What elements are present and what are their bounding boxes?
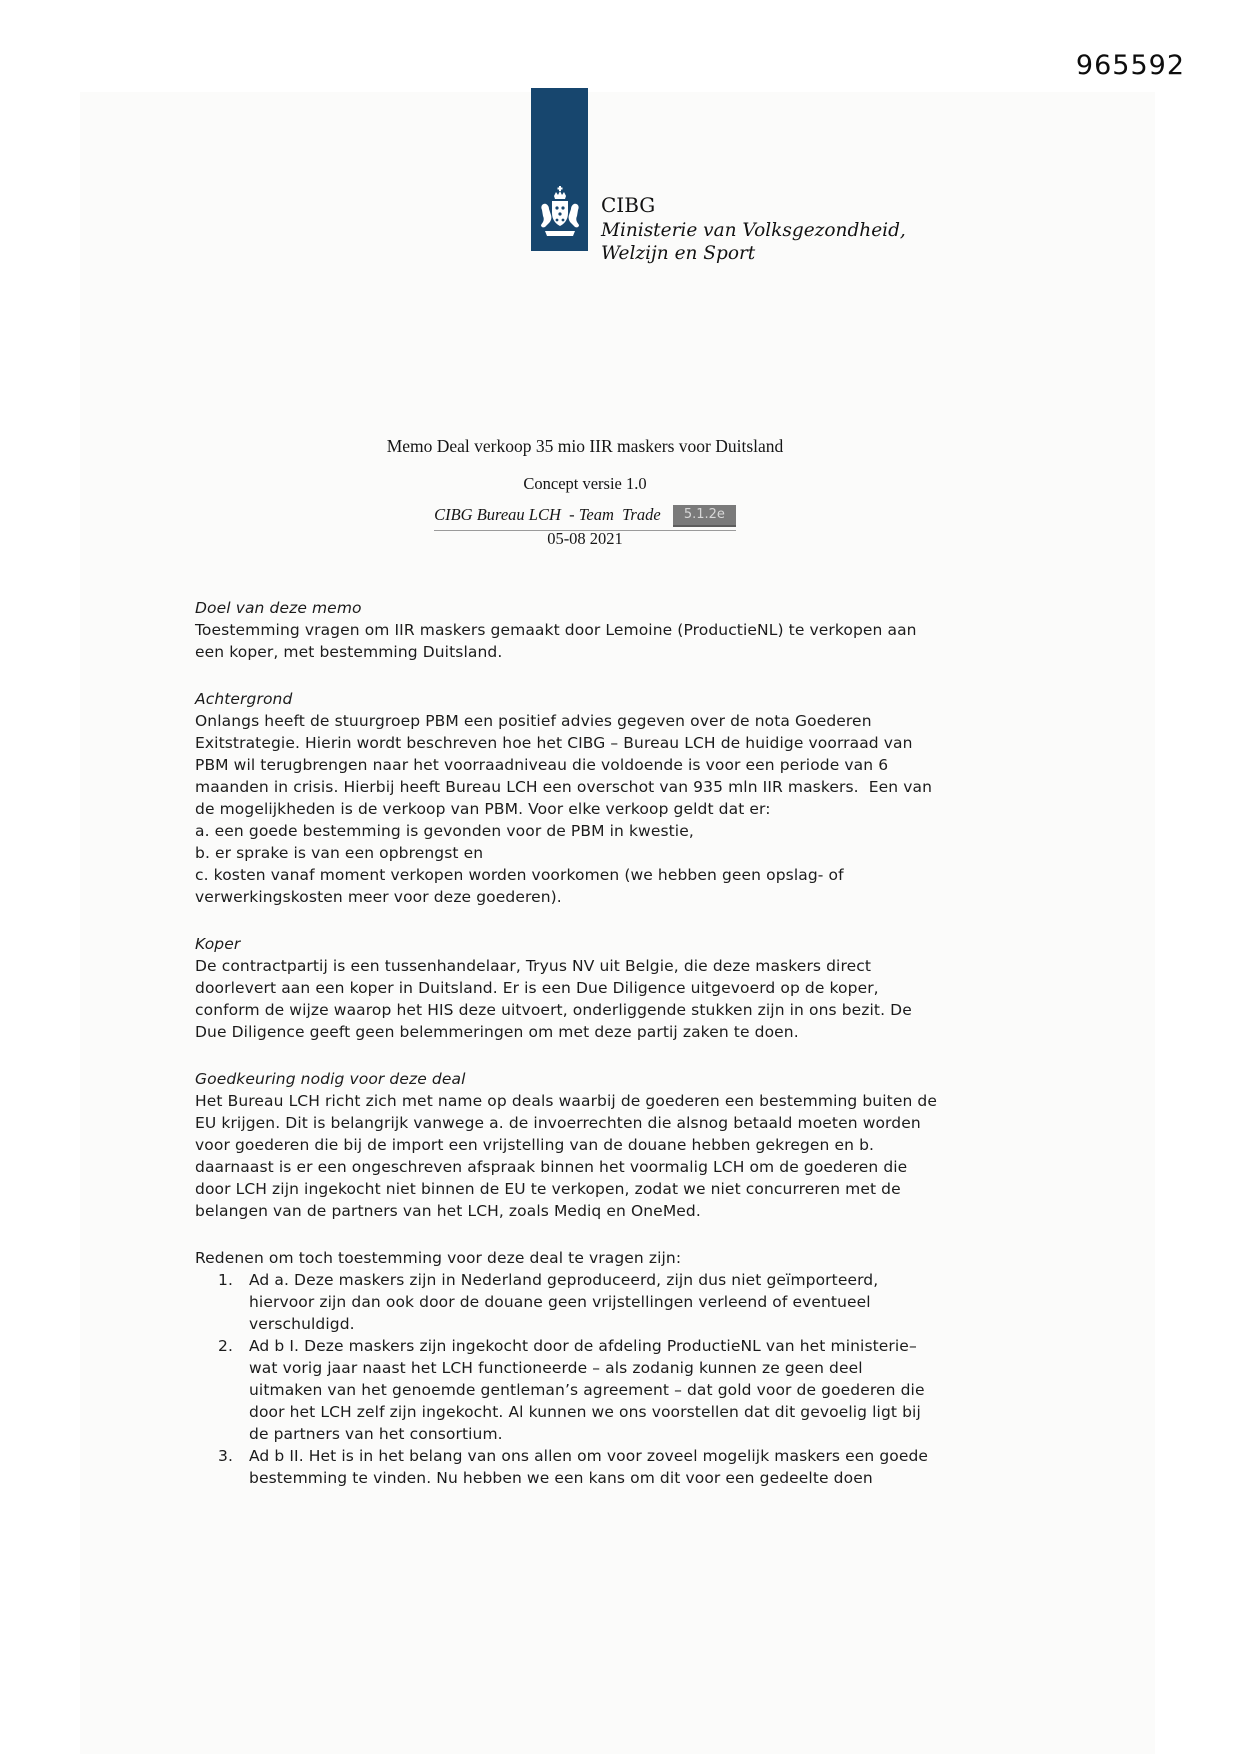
date-line: 05-08 2021 bbox=[547, 529, 623, 548]
org-name: CIBG bbox=[601, 193, 656, 217]
section-heading: Doel van deze memo bbox=[195, 599, 362, 617]
team-name: CIBG Bureau LCH - Team Trade bbox=[434, 505, 661, 524]
paragraph: Onlangs heeft de stuurgroep PBM een positief advies gegeven over de nota Goederen Exitstrategie. Hierin wordt beschreven hoe het CIBG – Bureau LCH de huidige voorraad van PBM wil terugbrengen naar het voorraadniveau die voldoende is voor een periode van 6 maanden in crisis. Hierbij heeft Bureau LCH een overschot van 935 mln IIR maskers. Een van de mogelijkheden is de verkoop van PBM. Voor elke verkoop geldt dat er: bbox=[195, 712, 938, 818]
section-heading: Koper bbox=[195, 935, 241, 953]
team-line bbox=[0, 505, 1170, 531]
list-item bbox=[195, 1269, 937, 1335]
paragraph: b. er sprake is van een opbrengst en bbox=[195, 844, 484, 862]
document-number: 965592 bbox=[1075, 50, 1185, 81]
list-item-text: Ad b I. Deze maskers zijn ingekocht door de afdeling ProductieNL van het ministerie– wat vorig jaar naast het LCH functioneerde – als zodanig kunnen ze geen deel uitmaken van het genoemde gentleman’s agreement – dat gold voor de goederen die door het LCH zelf zijn ingekocht. Al kunnen we ons voorstellen dat dit gevoelig ligt bij de partners van het consortium. bbox=[249, 1337, 930, 1443]
paragraph: De contractpartij is een tussenhandelaar, Tryus NV uit Belgie, die deze maskers direct doorlevert aan een koper in Duitsland. Er is een Due Diligence uitgevoerd op de koper, conform de wijze waarop het HIS deze uitvoert, onderliggende stukken zijn in ons bezit. De Due Diligence geeft geen belemmeringen om met deze partij zaken te doen. bbox=[195, 957, 917, 1041]
list-item-text: Ad b II. Het is in het belang van ons allen om voor zoveel mogelijk maskers een goede bestemming te vinden. Nu hebben we een kans om dit voor een gedeelte doen bbox=[249, 1447, 934, 1487]
reasons-block bbox=[195, 1247, 937, 1489]
ministry-logo bbox=[531, 88, 906, 264]
section-doel bbox=[195, 597, 937, 663]
memo-body bbox=[195, 597, 943, 1489]
list-item bbox=[195, 1335, 937, 1445]
list-item bbox=[195, 1445, 937, 1489]
list-item-number: 3. bbox=[218, 1447, 233, 1465]
section-heading: Achtergrond bbox=[195, 690, 293, 708]
ministry-name-line2: Welzijn en Sport bbox=[601, 243, 756, 264]
logo-wordmark bbox=[601, 193, 921, 265]
paragraph: Het Bureau LCH richt zich met name op deals waarbij de goederen een bestemming buiten de EU krijgen. Dit is belangrijk vanwege a. de invoerrechten die alsnog betaald moeten worden voor goederen die bij de import een vrijstelling van de douane hebben gekregen en b. daarnaast is er een ongeschreven afspraak binnen het voormalig LCH om de goederen die door LCH zijn ingekocht niet binnen de EU te verkopen, zodat we niet concurreren met de belangen van de partners van het LCH, zoals Mediq en OneMed. bbox=[195, 1092, 943, 1220]
logo-banner bbox=[531, 88, 588, 251]
paragraph: c. kosten vanaf moment verkopen worden voorkomen (we hebben geen opslag- of verwerkingskosten meer voor deze goederen). bbox=[195, 866, 849, 906]
paragraph: Toestemming vragen om IIR maskers gemaakt door Lemoine (ProductieNL) te verkopen aan een koper, met bestemming Duitsland. bbox=[195, 621, 922, 661]
coat-of-arms-icon bbox=[538, 184, 582, 246]
list-item-text: Ad a. Deze maskers zijn in Nederland geproduceerd, zijn dus niet geïmporteerd, hiervoor zijn dan ook door de douane geen vrijstellingen verleend of eventueel verschuldigd. bbox=[249, 1271, 884, 1333]
section-heading: Goedkeuring nodig voor deze deal bbox=[195, 1070, 466, 1088]
section-goedkeuring bbox=[195, 1068, 943, 1222]
version-line: Concept versie 1.0 bbox=[523, 474, 647, 493]
reasons-intro: Redenen om toch toestemming voor deze deal te vragen zijn: bbox=[195, 1249, 682, 1267]
redaction-box: 5.1.2e bbox=[673, 505, 736, 527]
list-item-number: 2. bbox=[218, 1337, 233, 1355]
section-achtergrond bbox=[195, 688, 937, 908]
list-item-number: 1. bbox=[218, 1271, 233, 1289]
memo-title: Memo Deal verkoop 35 mio IIR maskers voor Duitsland bbox=[386, 436, 784, 456]
numbered-list bbox=[195, 1269, 937, 1489]
ministry-name-line1: Ministerie van Volksgezondheid, bbox=[601, 220, 906, 241]
section-koper bbox=[195, 933, 937, 1043]
paragraph: a. een goede bestemming is gevonden voor de PBM in kwestie, bbox=[195, 822, 694, 840]
